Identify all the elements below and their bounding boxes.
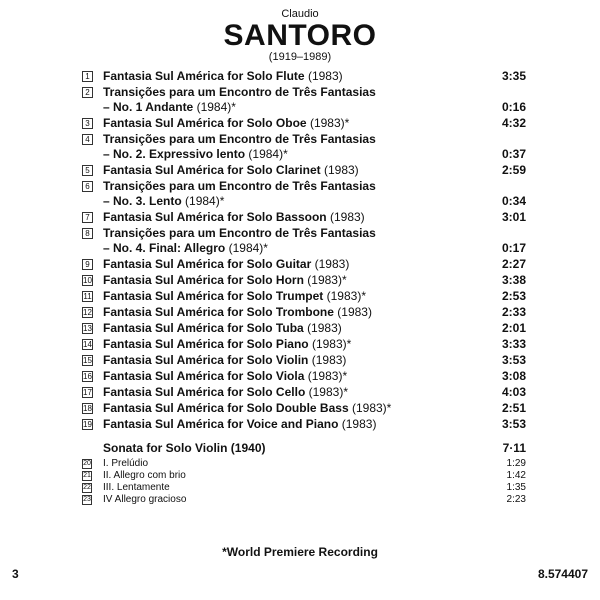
movement-row (82, 470, 526, 482)
movement-row (82, 494, 526, 506)
track-title-line: Fantasia Sul América for Solo Double Bass (103, 401, 349, 415)
track-duration: 3:38 (501, 273, 526, 287)
track-year: (1983) (311, 353, 347, 367)
track-title-line: Fantasia Sul América for Solo Cello (103, 385, 306, 399)
track-duration: 4:32 (501, 116, 526, 130)
track-title-line: Fantasia Sul América for Solo Bassoon (103, 210, 327, 224)
track-title (103, 353, 473, 368)
movement-duration: 1:29 (506, 458, 526, 469)
track-title-line: Fantasia Sul América for Solo Horn (103, 273, 304, 287)
track-row (82, 353, 526, 368)
track-title-line: – No. 3. Lento (103, 194, 182, 208)
track-year: (1983)* (326, 289, 366, 303)
track-number: 16 (83, 372, 92, 381)
movement-number: 23 (83, 496, 91, 503)
track-number: 5 (82, 165, 93, 176)
track-title (103, 69, 473, 84)
track-title (103, 163, 473, 178)
track-number: 10 (83, 276, 92, 285)
track-year: (1984)* (228, 241, 268, 255)
track-title-line: Fantasia Sul América for Solo Viola (103, 369, 305, 383)
page-number: 3 (12, 567, 19, 581)
track-duration: 3:53 (501, 417, 526, 431)
track-title-line: Transições para um Encontro de Três Fantasias (103, 132, 376, 146)
track-row (82, 273, 526, 288)
track-number: 3 (82, 118, 93, 129)
track-duration: 0:17 (501, 241, 526, 255)
track-title-line: Fantasia Sul América for Solo Guitar (103, 257, 312, 271)
track-duration: 2:59 (501, 163, 526, 177)
track-row (82, 210, 526, 225)
track-title (103, 321, 473, 336)
movement-title: II. Allegro com brio (103, 470, 186, 481)
track-year: (1984)* (248, 147, 288, 161)
movement-duration: 1:42 (506, 470, 526, 481)
track-title (103, 210, 473, 225)
track-number: 8 (82, 228, 93, 239)
track-row (82, 321, 526, 336)
track-duration: 3:35 (501, 69, 526, 83)
track-year: (1983) (314, 257, 350, 271)
track-row (82, 257, 526, 272)
track-title (103, 305, 473, 320)
track-row (82, 179, 526, 209)
composer-dates: (1919–1989) (268, 51, 332, 63)
track-title (103, 401, 473, 416)
composer-first-name: Claudio (281, 8, 319, 20)
catalog-number: 8.574407 (537, 567, 588, 581)
track-title-line: Fantasia Sul América for Solo Trumpet (103, 289, 324, 303)
movement-number: 20 (83, 460, 91, 467)
track-title (103, 179, 473, 209)
track-year: (1983) (323, 163, 359, 177)
track-title (103, 85, 473, 115)
track-year: (1983)* (307, 273, 347, 287)
track-number: 18 (83, 404, 92, 413)
track-title-line: – No. 1 Andante (103, 100, 194, 114)
track-title-line: Fantasia Sul América for Voice and Piano (103, 417, 339, 431)
track-number: 14 (83, 340, 92, 349)
track-title-line: Fantasia Sul América for Solo Piano (103, 337, 309, 351)
track-row (82, 369, 526, 384)
sonata-title-text: Sonata for Solo Violin (103, 441, 228, 455)
track-number: 15 (83, 356, 92, 365)
movement-duration: 2:23 (506, 494, 526, 505)
sonata-title (103, 441, 526, 456)
track-year: (1983) (307, 321, 342, 335)
track-duration: 2:53 (501, 289, 526, 303)
header (0, 8, 600, 63)
track-row (82, 337, 526, 352)
track-duration: 2:27 (501, 257, 526, 271)
movement-title: IV Allegro gracioso (103, 494, 187, 505)
track-year: (1983)* (311, 337, 352, 351)
movement-row (82, 458, 526, 470)
movement-title: III. Lentamente (103, 482, 170, 493)
track-title-line: – No. 4. Final: Allegro (103, 241, 226, 255)
movement-duration: 1:35 (506, 482, 526, 493)
track-title (103, 273, 473, 288)
track-duration: 4:03 (501, 385, 526, 399)
track-year: (1983)* (351, 401, 392, 415)
footnote: *World Premiere Recording (222, 545, 378, 559)
track-row (82, 85, 526, 115)
track-row (82, 116, 526, 131)
track-title (103, 337, 473, 352)
track-title (103, 385, 473, 400)
track-duration: 2:01 (501, 321, 526, 335)
movement-row (82, 482, 526, 494)
track-title (103, 369, 473, 384)
movement-number: 21 (83, 472, 91, 479)
track-title (103, 132, 473, 162)
track-number: 7 (82, 212, 93, 223)
track-year: (1983)* (308, 385, 348, 399)
track-number: 6 (82, 181, 93, 192)
track-title-line: Transições para um Encontro de Três Fantasias (103, 85, 376, 99)
track-title-line: Transições para um Encontro de Três Fantasias (103, 179, 376, 193)
track-row (82, 69, 526, 84)
track-title (103, 257, 473, 272)
track-title (103, 226, 473, 256)
track-duration: 3:01 (501, 210, 526, 224)
track-duration: 3:08 (501, 369, 526, 383)
track-year: (1983) (329, 210, 365, 224)
track-duration: 2:33 (501, 305, 526, 319)
track-row (82, 401, 526, 416)
composer-surname: SANTORO (223, 19, 377, 52)
track-title-line: – No. 2. Expressivo lento (103, 147, 246, 161)
track-number: 17 (83, 388, 92, 397)
sonata-year: (1940) (230, 441, 266, 455)
track-row (82, 163, 526, 178)
track-title (103, 116, 473, 131)
track-number: 4 (82, 134, 93, 145)
track-title-line: Transições para um Encontro de Três Fantasias (103, 226, 376, 240)
track-year: (1983)* (309, 116, 350, 130)
track-title-line: Fantasia Sul América for Solo Violin (103, 353, 309, 367)
track-year: (1984)* (196, 100, 236, 114)
track-title (103, 417, 473, 432)
movement-title: I. Prelúdio (103, 458, 149, 469)
track-year: (1983)* (307, 369, 348, 383)
track-row (82, 226, 526, 256)
track-duration: 2:51 (501, 401, 526, 415)
track-title-line: Fantasia Sul América for Solo Oboe (103, 116, 307, 130)
track-duration: 3:33 (501, 337, 526, 351)
track-number: 19 (83, 420, 92, 429)
track-row (82, 289, 526, 304)
track-number: 12 (83, 308, 92, 317)
track-number: 9 (82, 259, 93, 270)
track-title-line: Fantasia Sul América for Solo Clarinet (103, 163, 321, 177)
movement-number: 22 (83, 484, 91, 491)
sonata-duration: 7·11 (502, 441, 526, 455)
track-duration: 0:37 (501, 147, 526, 161)
track-year: (1983) (307, 69, 343, 83)
track-duration: 0:34 (501, 194, 526, 208)
track-year: (1983) (341, 417, 377, 431)
tracklist (82, 69, 526, 506)
track-duration: 0:16 (501, 100, 526, 114)
track-row (82, 385, 526, 400)
track-number: 1 (82, 71, 93, 82)
track-year: (1984)* (185, 194, 225, 208)
track-row (82, 305, 526, 320)
track-number: 11 (83, 292, 92, 301)
track-row (82, 132, 526, 162)
track-row (82, 417, 526, 432)
track-title-line: Fantasia Sul América for Solo Flute (103, 69, 305, 83)
sonata-heading (82, 441, 526, 456)
track-title-line: Fantasia Sul América for Solo Tuba (103, 321, 304, 335)
track-number: 2 (82, 87, 93, 98)
track-year: (1983) (337, 305, 372, 319)
track-title (103, 289, 473, 304)
track-title-line: Fantasia Sul América for Solo Trombone (103, 305, 334, 319)
track-number: 13 (83, 324, 92, 333)
track-duration: 3:53 (501, 353, 526, 367)
